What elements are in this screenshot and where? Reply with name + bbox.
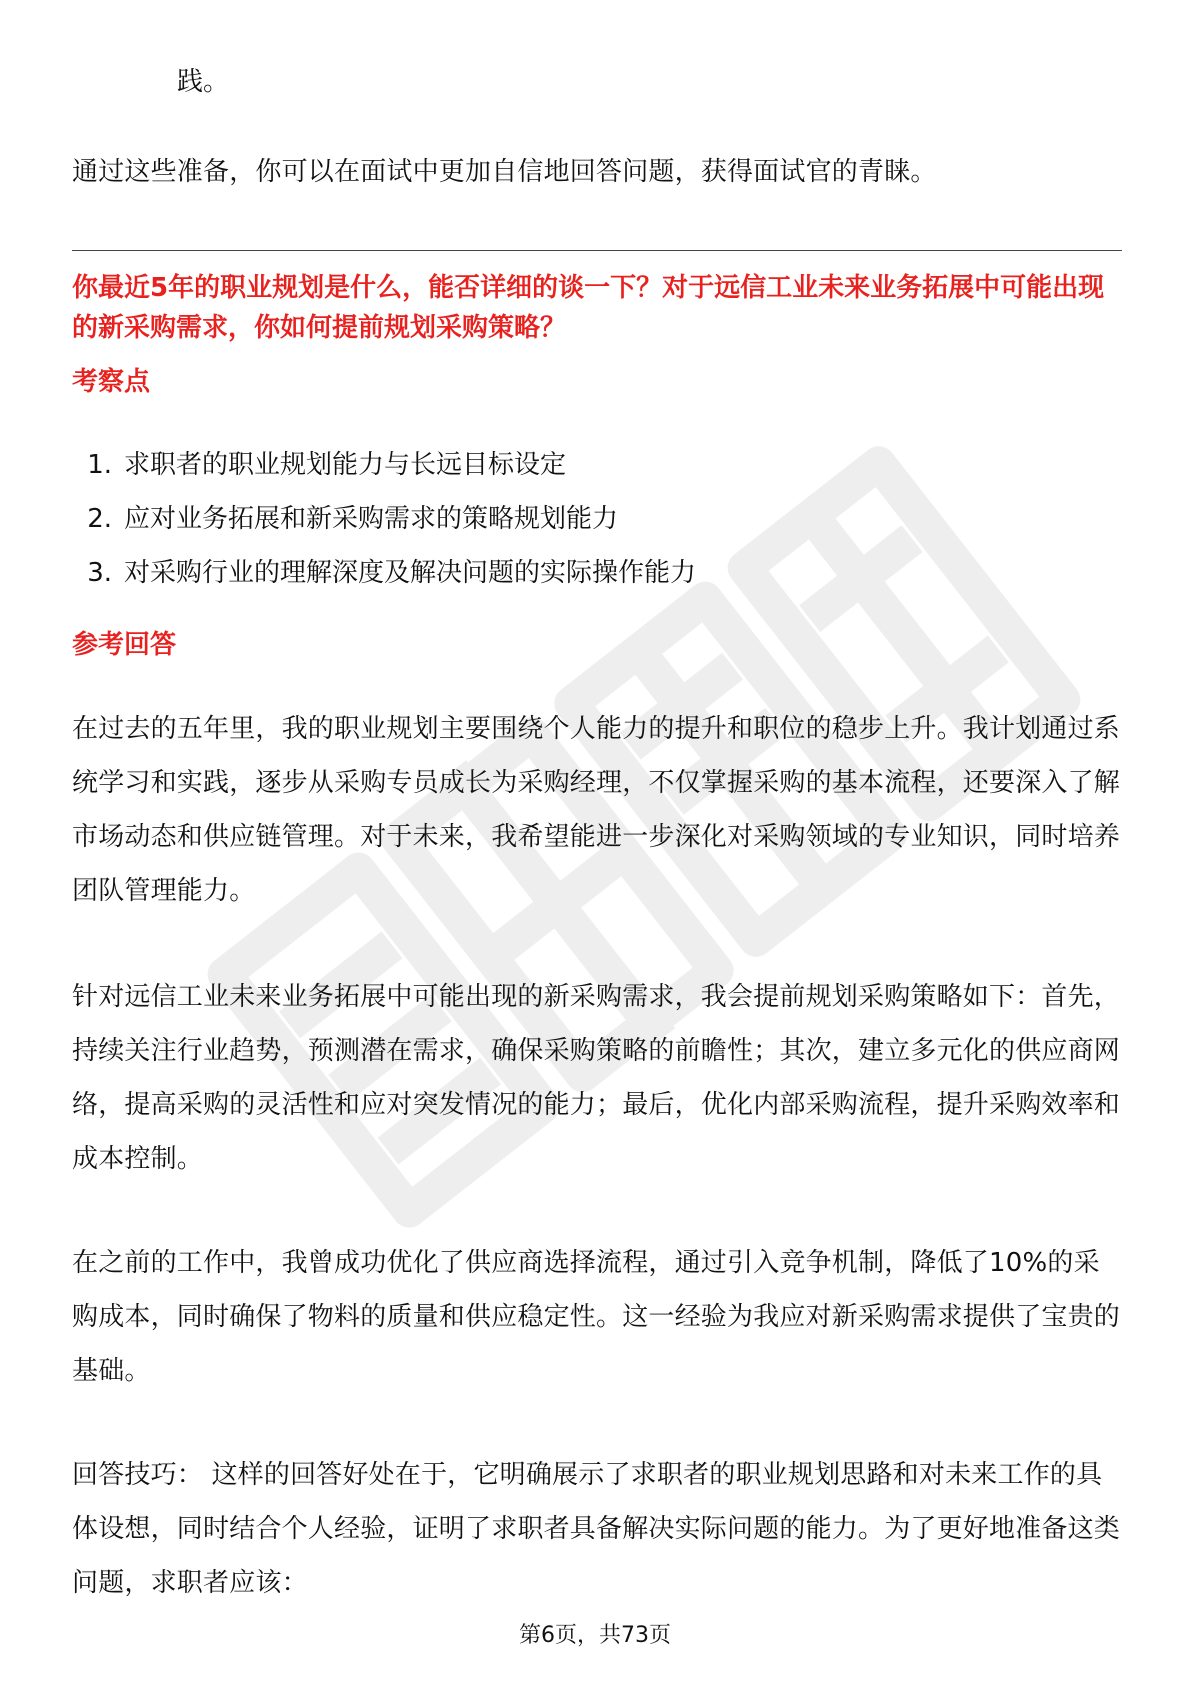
assessment-points-list — [72, 438, 1122, 600]
reference-answer-title: 参考回答 — [72, 630, 177, 660]
section-divider — [72, 250, 1122, 251]
intro-paragraph: 通过这些准备，你可以在面试中更加自信地回答问题，获得面试官的青睐。 — [72, 157, 937, 187]
answer-paragraph: 在之前的工作中，我曾成功优化了供应商选择流程，通过引入竞争机制，降低了10%的采购成本，同时确保了物料的质量和供应稳定性。这一经验为我应对新采购需求提供了宝贵的基础。 — [72, 1248, 1121, 1386]
assessment-points-title: 考察点 — [72, 367, 151, 397]
list-item-number: 1. — [87, 450, 112, 480]
list-item-number: 2. — [87, 504, 112, 534]
continued-text-line: 践。 — [177, 67, 230, 97]
list-item-number: 3. — [87, 558, 112, 588]
list-item-text: 应对业务拓展和新采购需求的策略规划能力 — [124, 504, 619, 534]
list-item — [72, 546, 1122, 600]
page-footer: 第6页，共73页 — [519, 1623, 671, 1648]
answer-paragraph: 在过去的五年里，我的职业规划主要围绕个人能力的提升和职位的稳步上升。我计划通过系统学习和实践，逐步从采购专员成长为采购经理，不仅掌握采购的基本流程，还要深入了解市场动态和供应链管理。对于未来，我希望能进一步深化对采购领域的专业知识，同时培养团队管理能力。 — [72, 714, 1121, 906]
answer-paragraph: 针对远信工业未来业务拓展中可能出现的新采购需求，我会提前规划采购策略如下：首先，持续关注行业趋势，预测潜在需求，确保采购策略的前瞻性；其次，建立多元化的供应商网络，提高采购的灵活性和应对突发情况的能力；最后，优化内部采购流程，提升采购效率和成本控制。 — [72, 982, 1121, 1174]
list-item — [72, 438, 1122, 492]
question-heading: 你最近5年的职业规划是什么，能否详细的谈一下？对于远信工业未来业务拓展中可能出现的新采购需求，你如何提前规划采购策略？ — [72, 273, 1105, 343]
list-item-text: 求职者的职业规划能力与长远目标设定 — [124, 450, 567, 480]
answer-tips-paragraph: 回答技巧： 这样的回答好处在于，它明确展示了求职者的职业规划思路和对未来工作的具体设想，同时结合个人经验，证明了求职者具备解决实际问题的能力。为了更好地准备这类问题，求职者应该： — [72, 1460, 1121, 1598]
list-item — [72, 492, 1122, 546]
list-item-text: 对采购行业的理解深度及解决问题的实际操作能力 — [124, 558, 697, 588]
